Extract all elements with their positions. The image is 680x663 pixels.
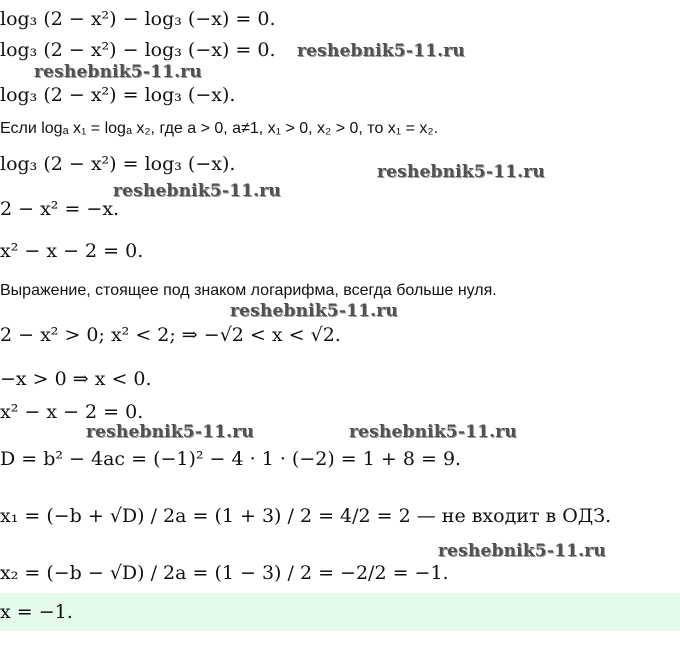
- inequality-line-2: −x > 0 ⇒ x < 0.: [0, 368, 152, 390]
- domain-explanation-text: Выражение, стоящее под знаком логарифма, всегда больше нуля.: [0, 282, 497, 299]
- equation-line-1: log₃ (2 − x²) − log₃ (−x) = 0.: [0, 8, 276, 30]
- watermark: reshebnik5-11.ru: [349, 422, 517, 442]
- equation-line-11: x² − x − 2 = 0.: [0, 401, 144, 423]
- watermark: reshebnik5-11.ru: [34, 62, 202, 82]
- equation-line-2: log₃ (2 − x²) − log₃ (−x) = 0.: [0, 39, 276, 61]
- answer-highlight: [0, 593, 680, 631]
- equation-line-3: log₃ (2 − x²) = log₃ (−x).: [0, 84, 236, 106]
- equation-line-5: log₃ (2 − x²) = log₃ (−x).: [0, 153, 236, 175]
- equation-line-6: 2 − x² = −x.: [0, 198, 120, 220]
- root-x1-line: x₁ = (−b + √D) / 2a = (1 + 3) / 2 = 4/2 = 2 — не входит в ОДЗ.: [0, 505, 612, 527]
- equation-line-7: x² − x − 2 = 0.: [0, 240, 144, 262]
- watermark: reshebnik5-11.ru: [438, 541, 606, 561]
- inequality-line-1: 2 − x² > 0; x² < 2; ⇒ −√2 < x < √2.: [0, 324, 341, 346]
- discriminant-line: D = b² − 4ac = (−1)² − 4 · 1 · (−2) = 1 + 8 = 9.: [0, 448, 462, 470]
- watermark: reshebnik5-11.ru: [297, 41, 465, 61]
- root-x2-line: x₂ = (−b − √D) / 2a = (1 − 3) / 2 = −2/2 = −1.: [0, 562, 449, 584]
- watermark: reshebnik5-11.ru: [113, 181, 281, 201]
- watermark: reshebnik5-11.ru: [230, 301, 398, 321]
- final-answer: x = −1.: [0, 601, 73, 623]
- rule-text-line: Если logₐ x₁ = logₐ x₂, где a > 0, a≠1, x₁ > 0, x₂ > 0, то x₁ = x₂.: [0, 120, 439, 137]
- watermark: reshebnik5-11.ru: [377, 162, 545, 182]
- watermark: reshebnik5-11.ru: [86, 422, 254, 442]
